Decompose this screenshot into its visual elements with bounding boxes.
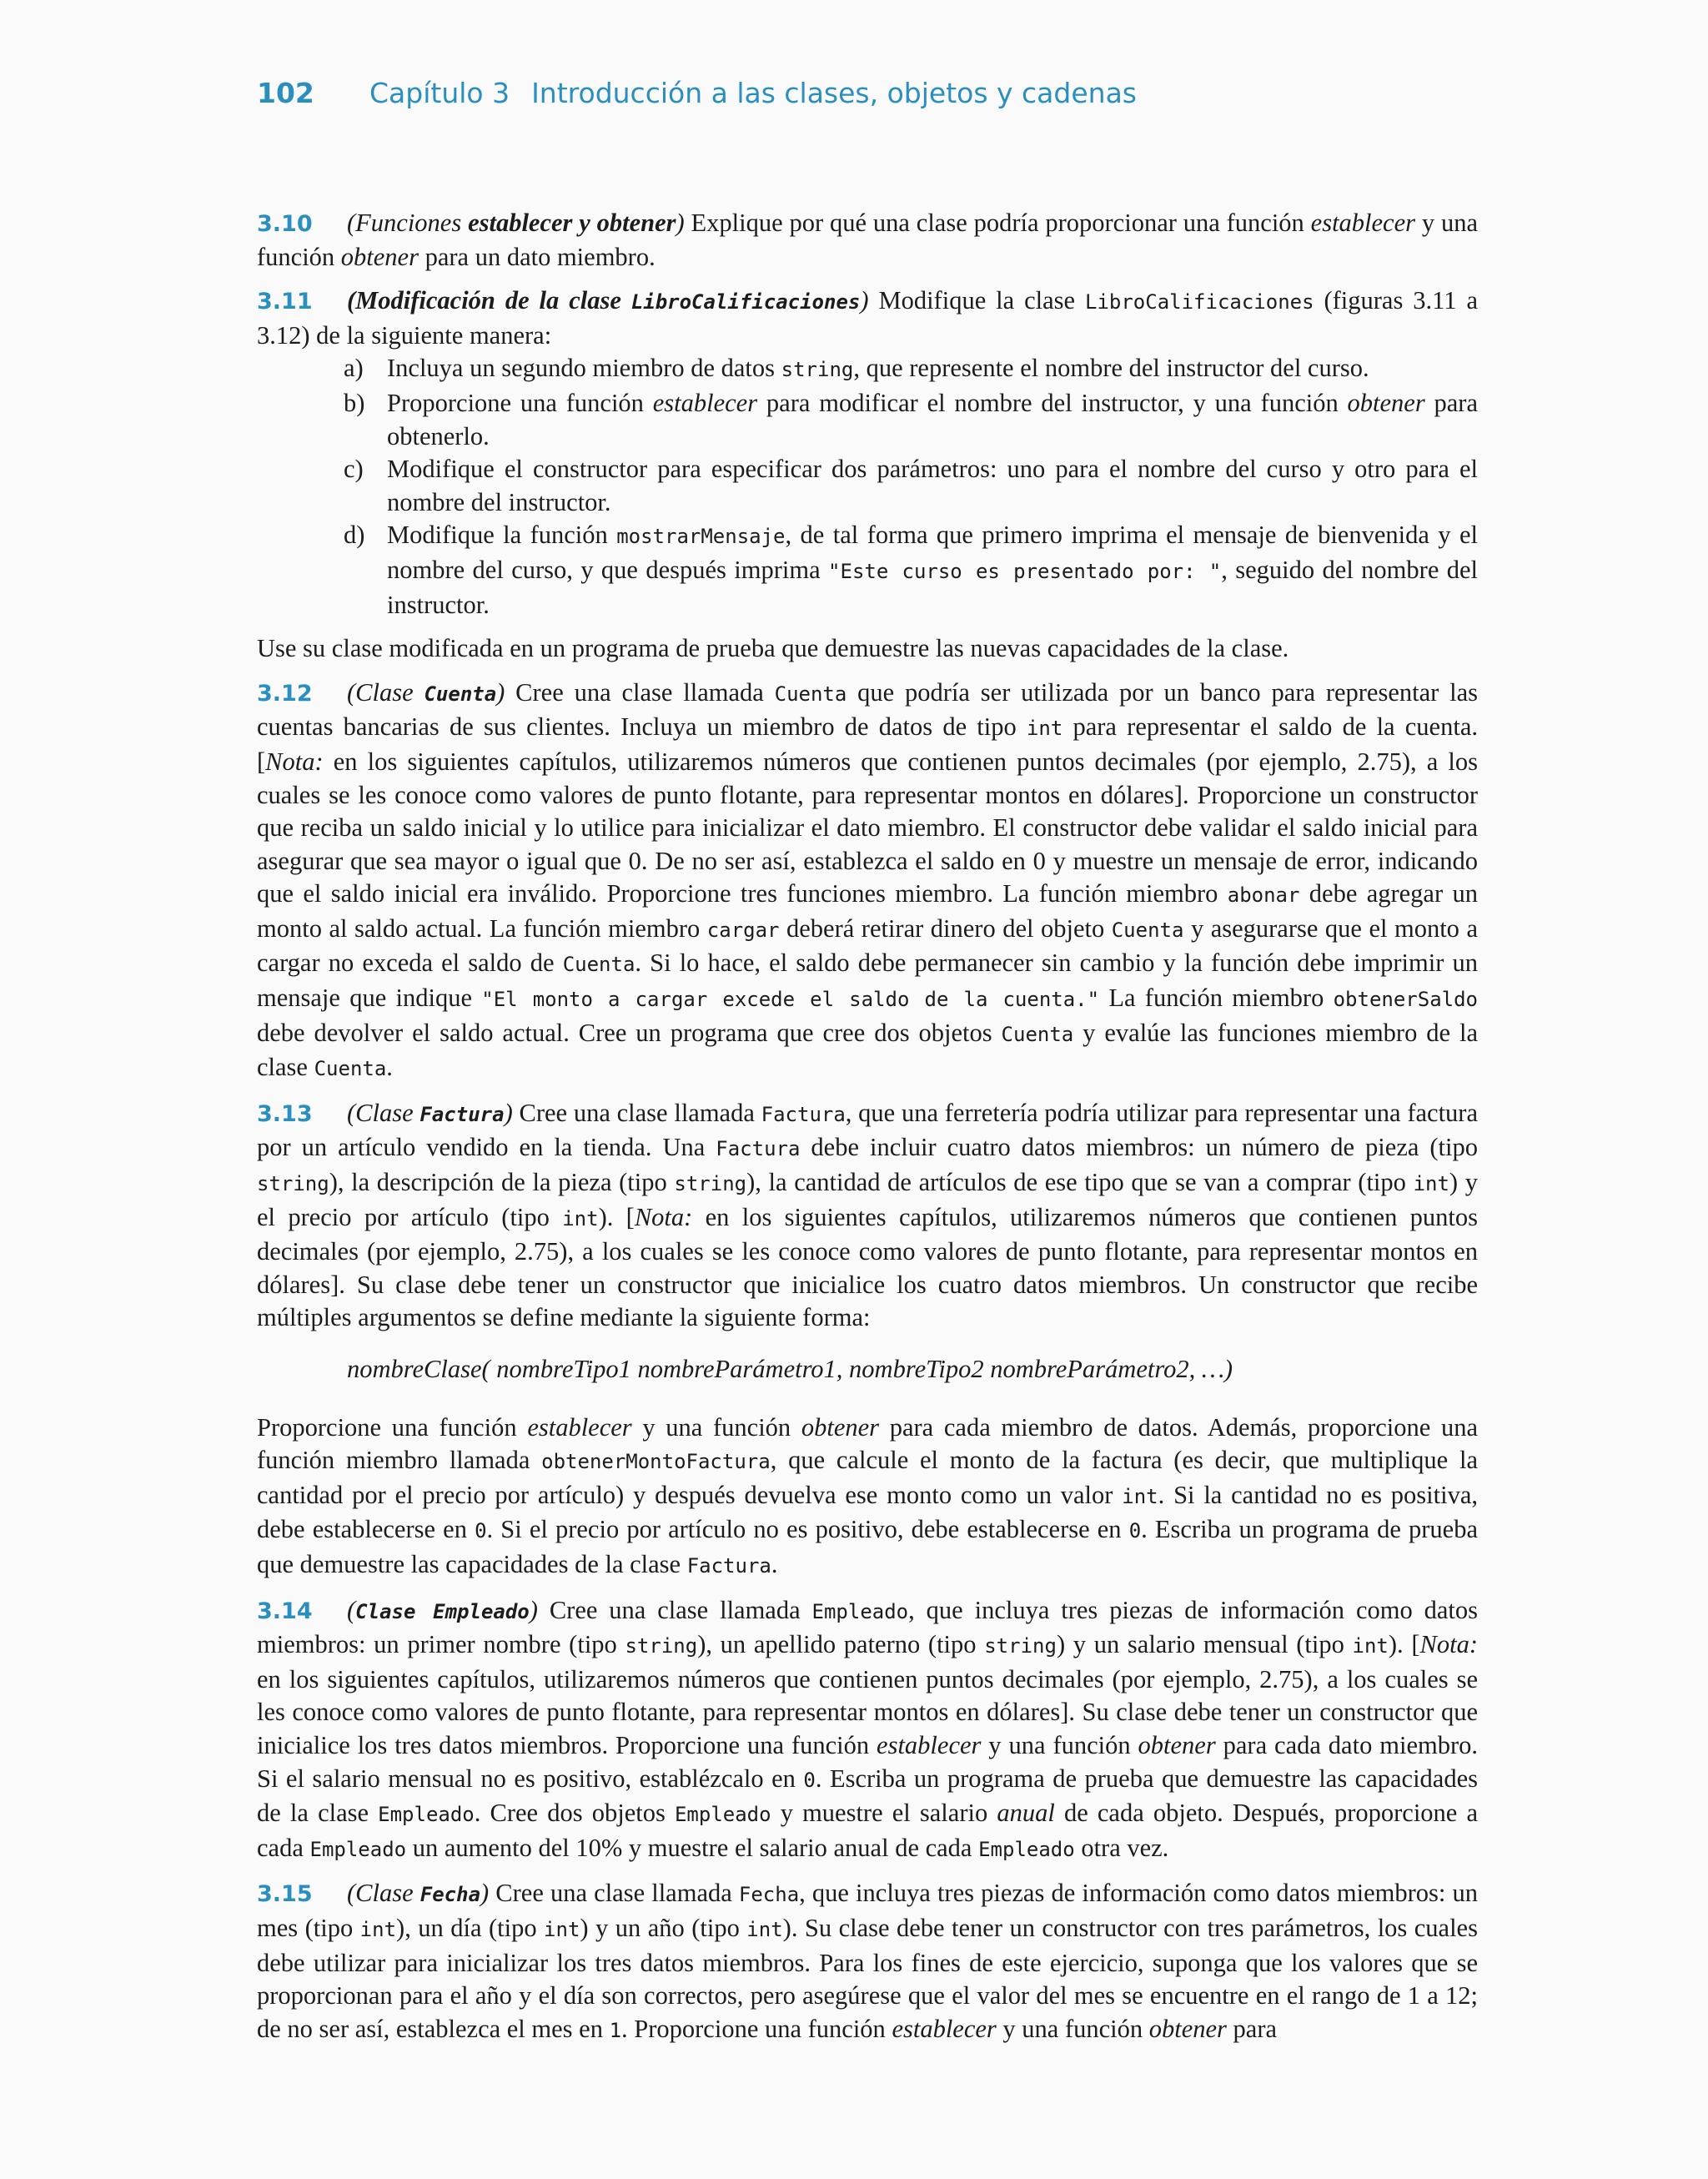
- text: establecer: [892, 2014, 997, 2043]
- text: en los siguientes capítulos, utilizaremos números que contienen puntos decimales (por ejemplo, 2.75), a los cuales se les conoce como valores de punto flotante, para representar montos en dólares]. Su clase debe tener un constructor que inicialice los cuatro datos miembros. Un constructor que recibe múltiples argumentos se define mediante la siguiente forma:: [257, 1202, 1479, 1332]
- code: string: [781, 358, 854, 382]
- code: string: [984, 1634, 1057, 1658]
- code: Empleado: [674, 1803, 771, 1827]
- exercise-3-12: [257, 677, 1478, 1086]
- title-part: ): [860, 286, 869, 315]
- text: . Proporcione una función: [621, 2014, 892, 2043]
- text: Proporcione una función: [257, 1412, 528, 1442]
- text: otra vez.: [1074, 1833, 1169, 1862]
- text: ) y un salario mensual (tipo: [1056, 1630, 1353, 1659]
- list-item: [344, 519, 1479, 621]
- code: string: [674, 1172, 747, 1196]
- text: para obtenerlo.: [387, 388, 1479, 450]
- exercise-title: [347, 1596, 538, 1624]
- code: int: [746, 1917, 783, 1941]
- code: int: [1026, 717, 1063, 741]
- code: mostrarMensaje: [616, 525, 786, 549]
- title-part: ): [676, 209, 685, 237]
- item-label: d): [344, 521, 365, 550]
- code: string: [625, 1634, 698, 1658]
- text: para un dato miembro.: [418, 242, 656, 271]
- text: y muestre el salario: [771, 1799, 997, 1828]
- title-part: (Funciones: [347, 209, 469, 237]
- text: . Si el precio por artículo no es positivo, debe establecerse en: [486, 1515, 1129, 1544]
- title-part: ): [496, 677, 505, 707]
- text: (figuras 3.11 a 3.12) de la siguiente manera:: [257, 286, 1478, 350]
- code: Empleado: [309, 1837, 407, 1861]
- text: , que incluya tres piezas de información como datos miembros: un primer nombre (tipo: [257, 1595, 1478, 1659]
- text: establecer: [652, 388, 758, 417]
- code: obtenerMontoFactura: [541, 1450, 771, 1474]
- code: LibroCalificaciones: [1085, 290, 1314, 315]
- text: , de tal forma que primero imprima el mensaje de bienvenida y el nombre del curso, y que después imprima: [387, 521, 1478, 584]
- code: Fecha: [738, 1883, 800, 1907]
- text: debe devolver el saldo actual. Cree un programa que cree dos objetos: [257, 1018, 1002, 1047]
- text: obtener: [1138, 1730, 1216, 1759]
- text: y una función: [996, 2014, 1149, 2043]
- constructor-formula: nombreClase( nombreTipo1 nombreParámetro1, nombreTipo2 nombreParámetro2, …): [347, 1355, 1233, 1383]
- text: . Si lo hace, el saldo debe permanecer sin cambio y la función debe imprimir un mensaje que indique: [257, 949, 1479, 1013]
- title-part: ): [504, 1098, 513, 1127]
- code: Cuenta: [314, 1057, 387, 1081]
- title-code: Clase Empleado: [355, 1599, 530, 1623]
- text: que podría ser utilizada por un banco para representar las cuentas bancarias de sus clientes. Incluya un miembro de datos de tipo: [257, 677, 1478, 742]
- text: Nota:: [265, 747, 324, 776]
- code: int: [1352, 1634, 1389, 1658]
- exercise-3-14: [257, 1594, 1478, 1867]
- text: en los siguientes capítulos, utilizaremos números que contienen puntos decimales (por ejemplo, 2.75), a los cuales se les conoce como valores de punto flotante, para representar montos en dólares]. Proporcione un constructor que reciba un saldo inicial y lo utilice para inicializar el dato miembro. El constructor debe validar el saldo inicial para asegurar que sea mayor o igual que 0. De no ser así, establezca el saldo en 0 y muestre un mensaje de error, indicando que el saldo inicial era inválido. Proporcione tres funciones miembro. La función miembro: [257, 747, 1478, 908]
- code: "El monto a cargar excede el saldo de la cuenta.": [481, 988, 1100, 1012]
- text: . Si la cantidad no es positiva, debe establecerse en: [257, 1480, 1478, 1544]
- page-header: [257, 77, 1137, 109]
- list-item: [344, 387, 1479, 453]
- text: Nota:: [1419, 1630, 1479, 1659]
- code: Cuenta: [1111, 918, 1184, 942]
- item-label: b): [344, 388, 365, 417]
- text: Modifique la clase: [868, 286, 1085, 315]
- page-number: 102: [257, 77, 314, 109]
- page-body: [257, 207, 1478, 2058]
- exercise-title: [347, 1099, 513, 1127]
- text: La función miembro: [1099, 984, 1334, 1013]
- code: string: [257, 1172, 329, 1196]
- text: establecer: [527, 1412, 632, 1442]
- text: obtener: [1347, 388, 1425, 417]
- exercise-number: 3.13: [257, 1100, 313, 1127]
- title-code: LibroCalificaciones: [630, 290, 861, 315]
- text: Proporcione una función: [387, 388, 653, 417]
- text: para modificar el nombre del instructor, y una función: [757, 388, 1348, 417]
- text: ) y el precio por artículo (tipo: [257, 1168, 1478, 1231]
- code: Factura: [716, 1137, 801, 1161]
- text: Explique por qué una clase podría proporcionar una función: [684, 209, 1311, 237]
- code: 0: [475, 1519, 487, 1543]
- item-label: c): [344, 455, 364, 484]
- title-part: (Clase: [347, 677, 424, 707]
- text: establecer: [877, 1730, 982, 1759]
- text: , que incluya tres piezas de información como datos miembros: un mes (tipo: [257, 1879, 1478, 1942]
- title-part: (Modificación de la clase: [347, 286, 631, 315]
- text: para cada dato miembro. Si el salario mensual no es positivo, establézcalo en: [257, 1730, 1478, 1793]
- text: Modifique el constructor para especificar dos parámetros: uno para el nombre del curso y otro para el nombre del instructor.: [387, 455, 1478, 516]
- title-part: ): [480, 1879, 490, 1908]
- title-code: Factura: [419, 1102, 505, 1126]
- code: 0: [1128, 1519, 1142, 1543]
- code: "Este curso es presentado por: ": [828, 559, 1222, 583]
- text: , que calcule el monto de la factura (es decir, que multiplique la cantidad por el precio por artículo) y después devuelva ese monto como un valor: [257, 1446, 1478, 1509]
- text: y una función: [631, 1412, 801, 1442]
- exercise-number: 3.11: [257, 289, 313, 315]
- text: .: [771, 1549, 778, 1578]
- chapter-title: Introducción a las clases, objetos y cadenas: [531, 77, 1137, 109]
- text: y evalúe las funciones miembro de la clase: [257, 1018, 1478, 1082]
- exercise-number: 3.12: [257, 680, 313, 707]
- code: abonar: [1227, 883, 1300, 908]
- exercise-number: 3.10: [257, 211, 313, 237]
- text: y una función: [981, 1730, 1138, 1759]
- text: un aumento del 10% y muestre el salario anual de cada: [406, 1833, 979, 1862]
- text: ), la cantidad de artículos de ese tipo que se van a comprar (tipo: [746, 1168, 1414, 1197]
- text: deberá retirar dinero del objeto: [779, 913, 1112, 943]
- item-label: a): [344, 354, 364, 383]
- text: Nota:: [634, 1202, 693, 1231]
- text: . Escriba un programa de prueba que demuestre las capacidades de la clase: [257, 1764, 1478, 1828]
- text: establecer: [1310, 209, 1415, 237]
- text: ), la descripción de la pieza (tipo: [329, 1168, 675, 1197]
- text: obtener: [340, 242, 419, 271]
- exercise-number: 3.14: [257, 1598, 313, 1624]
- text: Cree una clase llamada: [489, 1879, 739, 1908]
- text: Cree una clase llamada: [512, 1098, 761, 1127]
- text: ). Su clase debe tener un constructor con tres parámetros, los cuales debe utilizar para inicializar los tres datos miembros. Para los fines de este ejercicio, suponga que los valores que se proporcionan para el año y el día son correctos, pero asegúrese que el valor del mes se encuentre en el rango de 1 a 12; de no ser así, establezca el mes en: [257, 1913, 1478, 2043]
- text: , que una ferretería podría utilizar para representar una factura por un artículo vendido en la tienda. Una: [257, 1098, 1478, 1162]
- text: . Cree dos objetos: [474, 1799, 675, 1828]
- text: , que represente el nombre del instructor del curso.: [853, 354, 1369, 383]
- text: Incluya un segundo miembro de datos: [387, 354, 781, 383]
- code: cargar: [706, 918, 780, 942]
- code: Cuenta: [1001, 1022, 1074, 1046]
- code: Cuenta: [774, 682, 847, 706]
- code: int: [562, 1206, 599, 1230]
- text: y una función: [257, 209, 1478, 271]
- code: Factura: [761, 1102, 846, 1126]
- list-item: [344, 352, 1478, 387]
- exercise-3-13: [257, 1097, 1478, 1335]
- text: . Escriba un programa de prueba que demuestre las capacidades de la clase: [257, 1515, 1479, 1578]
- code: 0: [803, 1768, 816, 1792]
- code: int: [359, 1917, 397, 1941]
- title-code: Fecha: [419, 1883, 481, 1907]
- text: ) y un año (tipo: [580, 1913, 747, 1942]
- text: en los siguientes capítulos, utilizaremos números que contienen puntos decimales (por ejemplo, 2.75), a los cuales se les conoce como valores de punto flotante, para representar montos en dólares]. Su clase debe tener un constructor que inicialice los tres datos miembros. Proporcione una función: [257, 1664, 1478, 1759]
- code: Empleado: [378, 1803, 475, 1827]
- code: int: [544, 1917, 580, 1941]
- title-part: (Clase: [347, 1879, 420, 1908]
- text: , seguido del nombre del instructor.: [387, 555, 1479, 619]
- exercise-title: [347, 209, 685, 237]
- text: debe incluir cuatro datos miembros: un número de pieza (tipo: [800, 1133, 1478, 1162]
- title-part: (: [347, 1595, 356, 1624]
- code: Factura: [686, 1553, 771, 1578]
- exercise-3-11: [257, 284, 1478, 621]
- text: Modifique la función: [387, 521, 617, 550]
- code: Empleado: [978, 1837, 1075, 1861]
- exercise-number: 3.15: [257, 1881, 313, 1908]
- sub-item-list: [257, 352, 1478, 621]
- text: Cree una clase llamada: [537, 1595, 812, 1624]
- text: ). [: [598, 1202, 635, 1231]
- text: para representar el saldo de la cuenta. [: [257, 712, 1478, 776]
- exercise-title: [347, 678, 505, 707]
- paragraph: [257, 1412, 1478, 1583]
- text: y asegurarse que el monto a cargar no exceda el saldo de: [257, 913, 1478, 978]
- code: Empleado: [811, 1599, 909, 1623]
- text: .: [386, 1053, 393, 1082]
- paragraph: Use su clase modificada en un programa de prueba que demuestre las nuevas capacidades de la clase.: [257, 634, 1289, 663]
- exercise-title: [347, 1879, 489, 1907]
- exercise-3-10: [257, 207, 1478, 274]
- list-item: [344, 453, 1478, 519]
- title-code: Cuenta: [424, 682, 497, 706]
- title-part: ): [529, 1595, 538, 1624]
- code: int: [1122, 1484, 1158, 1508]
- exercise-title: [347, 286, 869, 315]
- text: para: [1226, 2014, 1278, 2043]
- text: Cree una clase llamada: [505, 677, 775, 707]
- code: obtenerSaldo: [1333, 988, 1478, 1012]
- text: obtener: [1148, 2014, 1227, 2043]
- text: ). [: [1388, 1630, 1420, 1659]
- chapter-label: Capítulo 3: [369, 77, 510, 109]
- title-part: establecer y obtener: [468, 209, 676, 237]
- text: para cada miembro de datos. Además, proporcione una función miembro llamada: [257, 1412, 1479, 1475]
- text: obtener: [801, 1412, 880, 1442]
- text: debe agregar un monto al saldo actual. La función miembro: [257, 879, 1478, 943]
- code: 1: [609, 2018, 622, 2042]
- text: ), un día (tipo: [396, 1913, 545, 1942]
- title-part: (Clase: [347, 1098, 420, 1127]
- text: anual: [997, 1799, 1055, 1828]
- code: Cuenta: [562, 953, 635, 977]
- text: ), un apellido paterno (tipo: [697, 1630, 985, 1659]
- exercise-3-15: [257, 1877, 1478, 2047]
- text: de cada objeto. Después, proporcione a cada: [257, 1799, 1478, 1862]
- code: int: [1413, 1172, 1449, 1196]
